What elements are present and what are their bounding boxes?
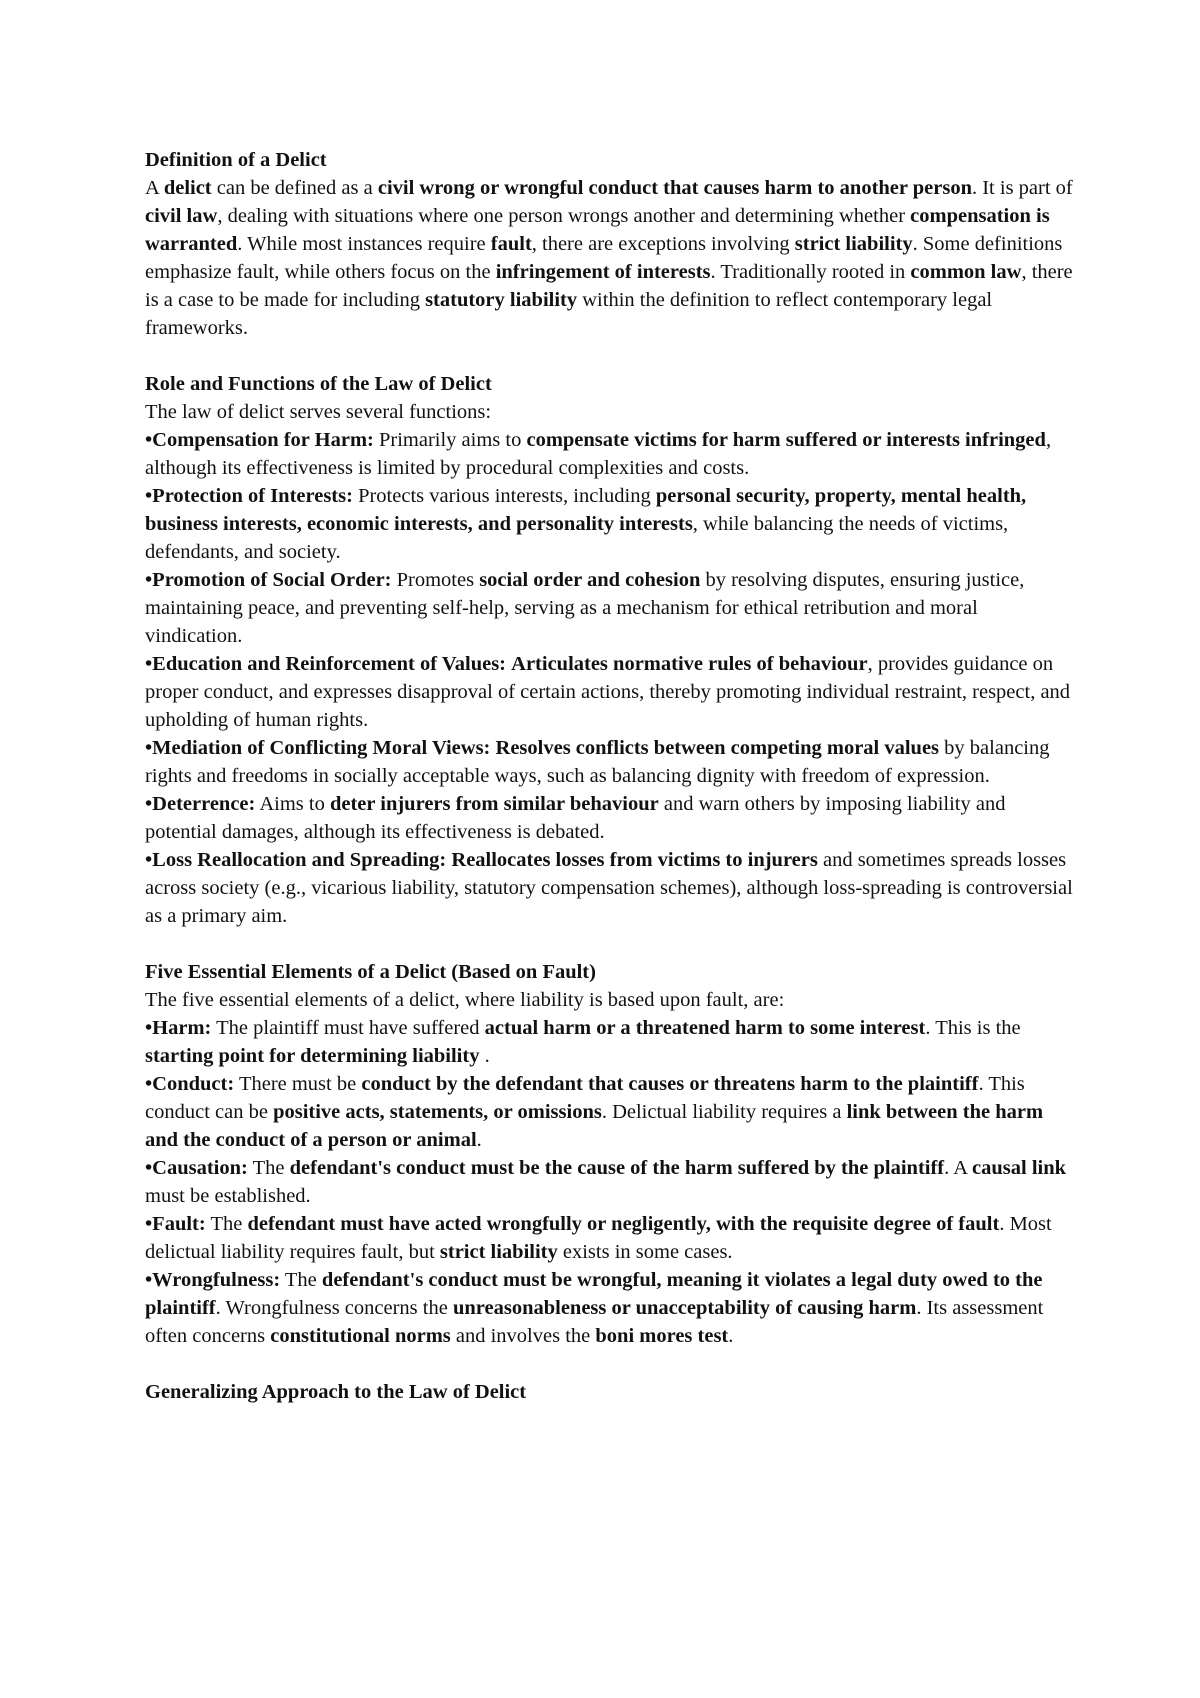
section-spacer: [145, 342, 1080, 370]
text-run: The: [247, 1157, 290, 1179]
text-run: . Wrongfulness concerns the: [215, 1297, 453, 1319]
bold-text-run: Reallocates losses from victims to injurers: [451, 849, 818, 871]
section-intro-paragraph: [145, 986, 1080, 1014]
text-run: . This conduct can be: [145, 1073, 1025, 1123]
text-run: . Some definitions emphasize fault, while others focus on the: [145, 233, 1063, 283]
bold-text-run: •Mediation of Conflicting Moral Views:: [145, 737, 491, 759]
text-run: , there are exceptions involving: [531, 233, 795, 255]
text-run: , while balancing the needs of victims, defendants, and society.: [145, 513, 1009, 563]
text-run: . While most instances require: [237, 233, 491, 255]
bold-text-run: causal link: [972, 1157, 1067, 1179]
bold-text-run: •Loss Reallocation and Spreading:: [145, 849, 447, 871]
bold-text-run: deter injurers from similar behaviour: [329, 793, 659, 815]
bold-text-run: defendant must have acted wrongfully or negligently, with the requisite degree of fault: [247, 1213, 1000, 1235]
bold-text-run: civil wrong or wrongful conduct that causes harm to another person: [377, 177, 972, 199]
text-run: . Delictual liability requires a: [601, 1101, 847, 1123]
text-run: , there is a case to be made for including: [145, 261, 1073, 311]
section-spacer: [145, 1350, 1080, 1378]
bold-text-run: Resolves conflicts between competing moral values: [495, 737, 940, 759]
text-run: . This is the: [925, 1017, 1021, 1039]
text-run: Protects various interests, including: [352, 485, 656, 507]
text-run: . A: [944, 1157, 973, 1179]
section-heading: Role and Functions of the Law of Delict: [145, 373, 492, 395]
text-run: Primarily aims to: [373, 429, 527, 451]
bold-text-run: •Causation:: [145, 1157, 248, 1179]
section-heading: Five Essential Elements of a Delict (Based on Fault): [145, 961, 596, 983]
bold-text-run: •Wrongfulness:: [145, 1269, 281, 1291]
body-paragraph: [145, 426, 1080, 482]
text-run: Promotes: [391, 569, 480, 591]
bold-text-run: •Promotion of Social Order:: [145, 569, 392, 591]
bold-text-run: strict liability: [794, 233, 913, 255]
text-run: must be established.: [145, 1185, 311, 1207]
bold-text-run: defendant's conduct must be wrongful, meaning it violates a legal duty owed to the plaintiff: [145, 1269, 1043, 1319]
bold-text-run: defendant's conduct must be the cause of the harm suffered by the plaintiff: [289, 1157, 945, 1179]
text-run: , dealing with situations where one person wrongs another and determining whether: [217, 205, 911, 227]
bold-text-run: link between the harm and the conduct of a person or animal: [145, 1101, 1044, 1151]
body-paragraph: [145, 482, 1080, 566]
body-paragraph: [145, 1014, 1080, 1070]
bold-text-run: •Deterrence:: [145, 793, 256, 815]
text-run: . It is part of: [971, 177, 1073, 199]
text-run: within the definition to reflect contemporary legal frameworks.: [145, 289, 993, 339]
body-paragraph: [145, 1070, 1080, 1154]
text-run: can be defined as a: [211, 177, 378, 199]
bold-text-run: compensate victims for harm suffered or interests infringed: [526, 429, 1046, 451]
body-paragraph: [145, 174, 1080, 342]
text-run: . Most delictual liability requires fault, but: [145, 1213, 1052, 1263]
text-run: The: [280, 1269, 322, 1291]
bold-text-run: fault: [490, 233, 532, 255]
bold-text-run: •Harm:: [145, 1017, 212, 1039]
bold-text-run: conduct by the defendant that causes or threatens harm to the plaintiff: [361, 1073, 979, 1095]
body-paragraph: [145, 650, 1080, 734]
text-run: and warn others by imposing liability and potential damages, although its effectiveness is debated.: [145, 793, 1006, 843]
text-run: There must be: [234, 1073, 362, 1095]
text-run: A: [145, 177, 164, 199]
bold-text-run: •Fault:: [145, 1213, 206, 1235]
section-intro-paragraph: [145, 398, 1080, 426]
bold-text-run: positive acts, statements, or omissions: [273, 1101, 602, 1123]
body-paragraph: [145, 1266, 1080, 1350]
text-run: and involves the: [450, 1325, 596, 1347]
bold-text-run: Articulates normative rules of behaviour: [511, 653, 868, 675]
bold-text-run: constitutional norms: [270, 1325, 451, 1347]
text-run: The five essential elements of a delict, where liability is based upon fault, are:: [145, 989, 785, 1011]
bold-text-run: delict: [163, 177, 212, 199]
section-spacer: [145, 930, 1080, 958]
body-paragraph: [145, 790, 1080, 846]
bold-text-run: personal security, property, mental health, business interests, economic interests, and personality interests: [145, 485, 1027, 535]
bold-text-run: civil law: [145, 205, 218, 227]
body-paragraph: [145, 734, 1080, 790]
section-heading: Definition of a Delict: [145, 149, 327, 171]
text-run: . Its assessment often concerns: [145, 1297, 1044, 1347]
document-page: [145, 146, 1080, 1406]
body-paragraph: [145, 846, 1080, 930]
bold-text-run: common law: [910, 261, 1022, 283]
bold-text-run: •Education and Reinforcement of Values:: [145, 653, 507, 675]
section-heading: Generalizing Approach to the Law of Delict: [145, 1381, 527, 1403]
body-paragraph: [145, 1154, 1080, 1210]
bold-text-run: •Protection of Interests:: [145, 485, 353, 507]
bold-text-run: actual harm or a threatened harm to some interest: [484, 1017, 926, 1039]
body-paragraph: [145, 566, 1080, 650]
bold-text-run: strict liability: [439, 1241, 558, 1263]
text-run: and sometimes spreads losses across society (e.g., vicarious liability, statutory compensation schemes), although loss-spreading is controversial as a primary aim.: [145, 849, 1073, 927]
bold-text-run: •Compensation for Harm:: [145, 429, 374, 451]
text-run: .: [476, 1129, 482, 1151]
bold-text-run: •Conduct:: [145, 1073, 235, 1095]
bold-text-run: statutory liability: [425, 289, 578, 311]
text-run: .: [479, 1045, 490, 1067]
text-run: The plaintiff must have suffered: [211, 1017, 485, 1039]
bold-text-run: compensation is warranted: [145, 205, 1050, 255]
text-run: The: [205, 1213, 248, 1235]
text-run: , provides guidance on proper conduct, and expresses disapproval of certain actions, thereby promoting individual restraint, respect, and upholding of human rights.: [145, 653, 1071, 731]
bold-text-run: social order and cohesion: [479, 569, 701, 591]
bold-text-run: infringement of interests: [495, 261, 711, 283]
body-paragraph: [145, 1210, 1080, 1266]
text-run: by resolving disputes, ensuring justice, maintaining peace, and preventing self-help, serving as a mechanism for ethical retribution and moral vindication.: [145, 569, 1025, 647]
text-run: by balancing rights and freedoms in socially acceptable ways, such as balancing dignity with freedom of expression.: [145, 737, 1050, 787]
text-run: .: [728, 1325, 734, 1347]
bold-text-run: boni mores test: [595, 1325, 729, 1347]
text-run: The law of delict serves several functions:: [145, 401, 492, 423]
bold-text-run: unreasonableness or unacceptability of causing harm: [452, 1297, 917, 1319]
text-run: . Traditionally rooted in: [710, 261, 911, 283]
bold-text-run: starting point for determining liability: [145, 1045, 480, 1067]
text-run: , although its effectiveness is limited by procedural complexities and costs.: [145, 429, 1052, 479]
text-run: Aims to: [255, 793, 330, 815]
text-run: exists in some cases.: [557, 1241, 733, 1263]
